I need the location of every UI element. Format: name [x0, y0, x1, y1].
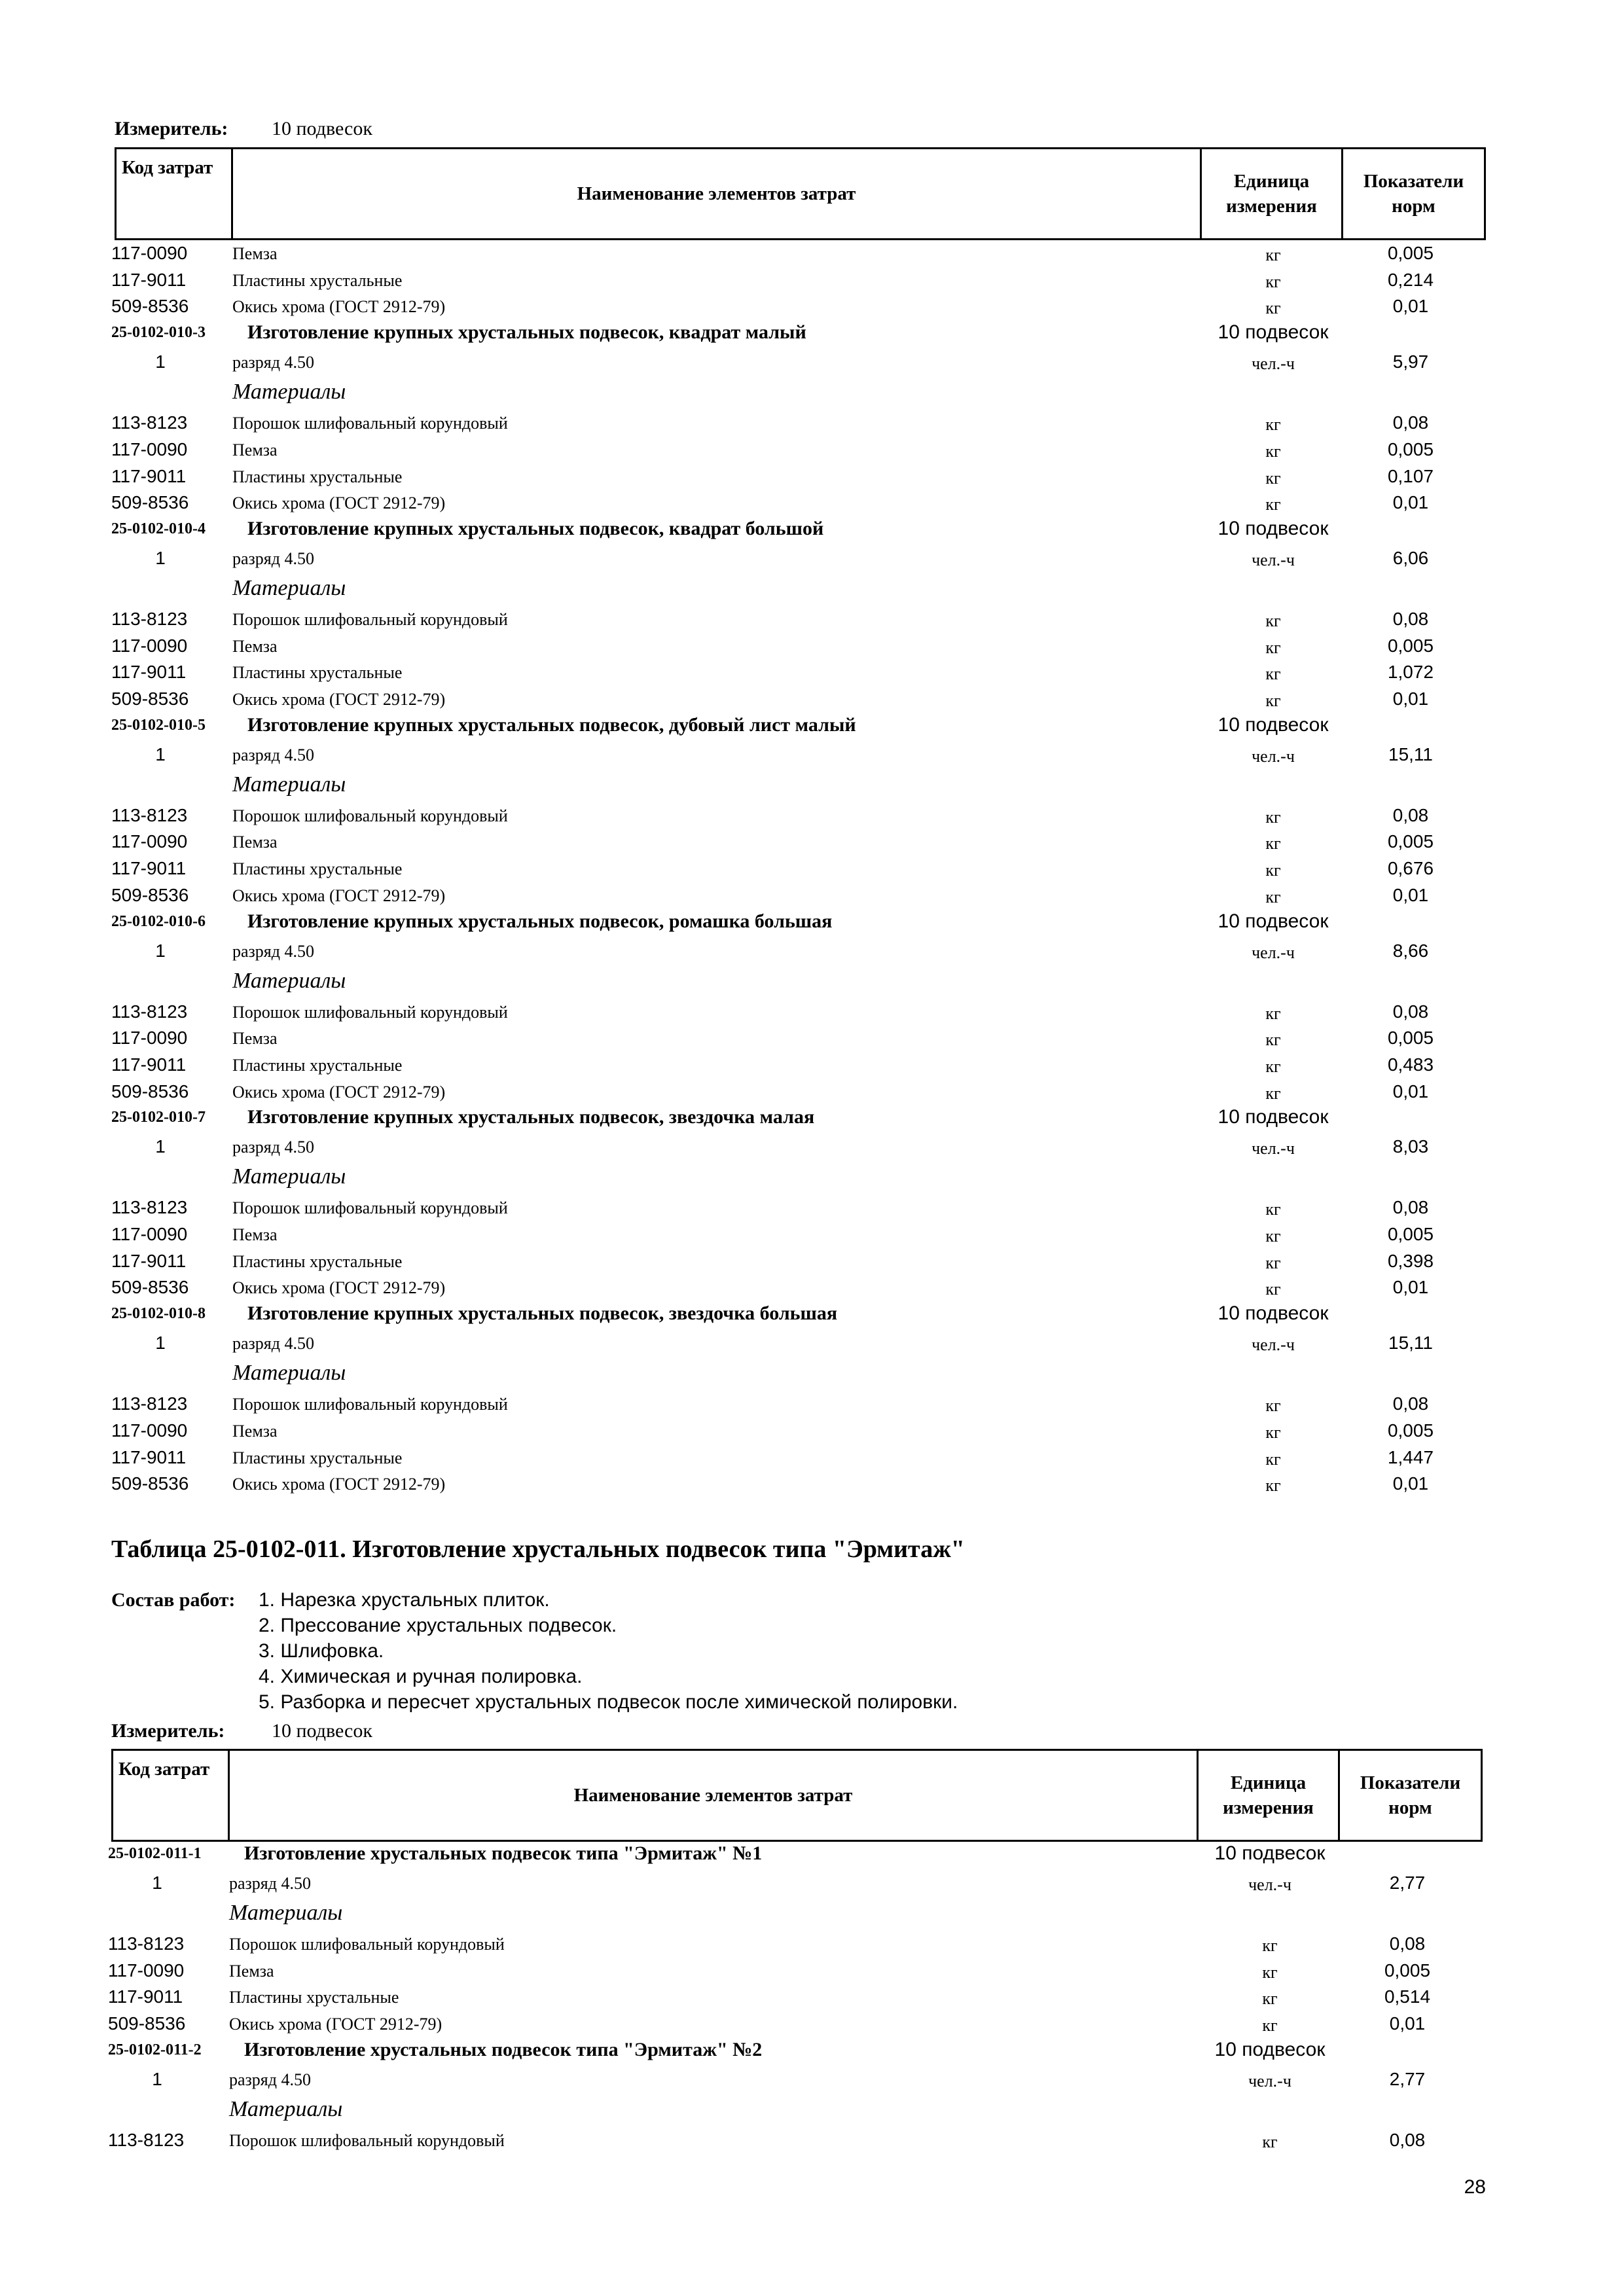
- cell-value: 0,08: [1392, 412, 1429, 433]
- cell-code: 509-8536: [108, 2013, 186, 2034]
- cell-name: Окись хрома (ГОСТ 2912-79): [229, 2015, 442, 2034]
- cell-value: 0,005: [1387, 1420, 1434, 1441]
- header-value: Показатели норм: [1360, 1772, 1461, 1818]
- cell-value: 0,01: [1389, 2013, 1426, 2034]
- cell-code: 117-9011: [111, 858, 187, 879]
- table-row: [0, 1931, 1502, 1957]
- cell-code: 509-8536: [111, 1277, 189, 1298]
- cell-value: 0,08: [1392, 1001, 1429, 1022]
- table-row: [0, 829, 1506, 855]
- cell-value: 0,483: [1387, 1054, 1434, 1075]
- table-row: [0, 633, 1506, 659]
- header-code: Код затрат: [117, 149, 233, 238]
- cell-code: 117-0090: [111, 243, 188, 263]
- cell-value: 0,08: [1392, 1393, 1429, 1414]
- cell-unit: чел.-ч: [1248, 1875, 1291, 1894]
- cell-value: 8,03: [1392, 1136, 1429, 1157]
- header-value: Показатели норм: [1363, 171, 1464, 217]
- cell-unit: чел.-ч: [1252, 746, 1295, 766]
- cell-unit: чел.-ч: [1252, 942, 1295, 962]
- cell-value: 0,005: [1387, 243, 1434, 263]
- cell-code: 1: [155, 1136, 166, 1157]
- cell-code: 1: [152, 1873, 162, 1893]
- cell-value: 15,11: [1388, 744, 1433, 764]
- cell-unit: кг: [1265, 1280, 1281, 1299]
- section-header-row: [0, 2037, 1502, 2064]
- cell-unit: кг: [1265, 611, 1281, 630]
- cell-unit: кг: [1262, 1962, 1278, 1982]
- cell-unit: 10 подвесок: [1214, 2038, 1326, 2060]
- table-header-1: [115, 147, 1486, 240]
- table-row: [0, 855, 1506, 882]
- materials-heading-row: [0, 1164, 1506, 1191]
- cell-name: Материалы: [232, 380, 346, 404]
- cell-code: 25-0102-010-7: [111, 1109, 206, 1126]
- cell-value: 0,08: [1389, 2129, 1426, 2150]
- cell-code: 113-8123: [111, 412, 188, 433]
- table-row: [0, 1418, 1506, 1444]
- cell-code: 113-8123: [108, 1933, 185, 1954]
- cell-value: 0,01: [1392, 689, 1429, 709]
- meter-label: Измеритель:: [115, 118, 228, 139]
- cell-value: 2,77: [1389, 2068, 1426, 2089]
- cell-name: Пластины хрустальные: [232, 270, 403, 290]
- cell-code: 509-8536: [111, 689, 189, 709]
- cell-unit: кг: [1265, 1253, 1281, 1272]
- header-name: Наименование элементов затрат: [233, 149, 1202, 238]
- table-row: [0, 938, 1506, 964]
- cell-value: 0,08: [1392, 1197, 1429, 1218]
- cell-name: Порошок шлифовальный корундовый: [232, 1395, 508, 1414]
- cell-code: 25-0102-010-8: [111, 1305, 206, 1323]
- cell-name: Пемза: [232, 244, 278, 263]
- table-row: [0, 802, 1506, 829]
- cell-name: Пластины хрустальные: [232, 663, 403, 683]
- cell-name: Пластины хрустальные: [232, 1448, 403, 1467]
- cell-name: разряд 4.50: [229, 1874, 311, 1893]
- cell-value: 0,107: [1387, 465, 1434, 486]
- table-row: [0, 1134, 1506, 1160]
- cell-unit: кг: [1265, 1227, 1281, 1246]
- cell-unit: кг: [1265, 1200, 1281, 1219]
- section-header-row: [0, 909, 1506, 935]
- cell-value: 0,005: [1387, 1028, 1434, 1049]
- work-item: 2. Прессование хрустальных подвесок.: [259, 1615, 617, 1636]
- table-row: [0, 1274, 1506, 1300]
- cell-unit: 10 подвесок: [1218, 713, 1329, 736]
- header-name: Наименование элементов затрат: [230, 1751, 1199, 1840]
- cell-unit: кг: [1265, 272, 1281, 291]
- table-title: Таблица 25-0102-011. Изготовление хрустальных подвесок типа "Эрмитаж": [111, 1535, 965, 1563]
- cell-name: Материалы: [232, 575, 346, 600]
- cell-unit: чел.-ч: [1252, 550, 1295, 569]
- cell-unit: кг: [1265, 495, 1281, 514]
- work-item: 5. Разборка и пересчет хрустальных подвесок после химической полировки.: [259, 1691, 958, 1713]
- cell-code: 509-8536: [111, 296, 189, 317]
- cell-code: 117-0090: [108, 1960, 185, 1981]
- cell-value: 0,01: [1392, 296, 1429, 317]
- cell-name: Окись хрома (ГОСТ 2912-79): [232, 493, 446, 513]
- materials-heading-row: [0, 1901, 1502, 1927]
- cell-value: 0,005: [1387, 439, 1434, 459]
- cell-name: Изготовление хрустальных подвесок типа "Эрмитаж" №1: [244, 1842, 763, 1864]
- cell-unit: чел.-ч: [1252, 354, 1295, 374]
- cell-unit: кг: [1265, 691, 1281, 710]
- meter-value: 10 подвесок: [272, 118, 372, 139]
- cell-code: 117-9011: [108, 1986, 183, 2007]
- cell-name: Материалы: [229, 1901, 343, 1925]
- section-header-row: [0, 1105, 1506, 1131]
- cell-code: 509-8536: [111, 1473, 189, 1494]
- table-row: [0, 1471, 1506, 1497]
- materials-heading-row: [0, 969, 1506, 995]
- cell-code: 1: [155, 547, 166, 568]
- cell-code: 113-8123: [111, 1393, 188, 1414]
- table-row: [0, 2066, 1502, 2092]
- header-unit: Единица измерения: [1202, 149, 1343, 238]
- cell-name: Изготовление крупных хрустальных подвесок, звездочка большая: [247, 1302, 838, 1325]
- table-row: [0, 490, 1506, 516]
- section-header-row: [0, 713, 1506, 739]
- cell-unit: чел.-ч: [1252, 1139, 1295, 1158]
- cell-code: 25-0102-011-2: [108, 2041, 202, 2058]
- cell-unit: кг: [1265, 664, 1281, 684]
- header-code: Код затрат: [113, 1751, 230, 1840]
- cell-name: Пемза: [232, 636, 278, 656]
- cell-code: 117-0090: [111, 1028, 188, 1049]
- cell-value: 0,01: [1392, 1473, 1429, 1494]
- meter-value: 10 подвесок: [272, 1720, 372, 1742]
- cell-unit: кг: [1265, 1083, 1281, 1103]
- cell-value: 8,66: [1392, 940, 1429, 961]
- cell-value: 0,01: [1392, 884, 1429, 905]
- cell-value: 1,072: [1387, 662, 1434, 683]
- cell-unit: 10 подвесок: [1218, 321, 1329, 344]
- cell-name: разряд 4.50: [232, 1334, 314, 1354]
- cell-value: 0,08: [1389, 1933, 1426, 1954]
- table-row: [0, 1221, 1506, 1247]
- cell-value: 0,005: [1387, 831, 1434, 852]
- cell-name: разряд 4.50: [232, 1138, 314, 1157]
- table-row: [0, 2011, 1502, 2037]
- table-row: [0, 2127, 1502, 2153]
- cell-name: Порошок шлифовальный корундовый: [232, 1002, 508, 1022]
- cell-name: Материалы: [232, 1361, 346, 1386]
- section-header-row: [0, 1841, 1502, 1867]
- cell-value: 1,447: [1387, 1446, 1434, 1467]
- cell-name: Изготовление хрустальных подвесок типа "Эрмитаж" №2: [244, 2038, 763, 2060]
- cell-unit: 10 подвесок: [1218, 1106, 1329, 1128]
- table-row: [0, 240, 1506, 266]
- cell-code: 1: [152, 2068, 162, 2089]
- table-row: [0, 1025, 1506, 1051]
- cell-name: разряд 4.50: [232, 548, 314, 568]
- cell-unit: кг: [1265, 834, 1281, 853]
- cell-name: Пластины хрустальные: [232, 859, 403, 879]
- cell-name: Материалы: [232, 772, 346, 797]
- meter-line-1: [115, 118, 372, 140]
- cell-name: разряд 4.50: [232, 745, 314, 764]
- cell-value: 0,005: [1387, 1224, 1434, 1244]
- table-row: [0, 606, 1506, 632]
- work-item: 1. Нарезка хрустальных плиток.: [259, 1589, 550, 1611]
- cell-unit: кг: [1262, 2132, 1278, 2151]
- cell-code: 25-0102-010-4: [111, 520, 206, 537]
- cell-code: 113-8123: [108, 2129, 185, 2150]
- cell-unit: кг: [1265, 861, 1281, 880]
- cell-name: разряд 4.50: [232, 941, 314, 961]
- cell-unit: кг: [1265, 298, 1281, 318]
- cell-code: 113-8123: [111, 804, 188, 825]
- cell-value: 0,214: [1387, 269, 1434, 290]
- cell-name: Материалы: [232, 968, 346, 993]
- cell-name: Порошок шлифовальный корундовый: [229, 1935, 505, 1954]
- table-row: [0, 437, 1506, 463]
- cell-value: 0,08: [1392, 608, 1429, 629]
- table-row: [0, 1052, 1506, 1078]
- materials-heading-row: [0, 1361, 1506, 1387]
- table-row: [0, 1330, 1506, 1356]
- cell-value: 0,005: [1387, 635, 1434, 656]
- cell-value: 0,08: [1392, 804, 1429, 825]
- table-row: [0, 1079, 1506, 1105]
- cell-name: Пемза: [232, 1421, 278, 1441]
- cell-code: 113-8123: [111, 608, 188, 629]
- cell-name: Пемза: [229, 1961, 274, 1981]
- cell-name: Порошок шлифовальный корундовый: [229, 2130, 505, 2150]
- cell-name: Порошок шлифовальный корундовый: [232, 1198, 508, 1218]
- cell-code: 117-0090: [111, 1420, 188, 1441]
- cell-code: 117-0090: [111, 439, 188, 459]
- cell-unit: кг: [1265, 887, 1281, 906]
- cell-unit: кг: [1265, 807, 1281, 827]
- cell-code: 509-8536: [111, 1081, 189, 1102]
- cell-code: 509-8536: [111, 492, 189, 513]
- cell-value: 0,005: [1384, 1960, 1431, 1981]
- materials-heading-row: [0, 772, 1506, 798]
- section-header-row: [0, 320, 1506, 346]
- section-header-row: [0, 516, 1506, 543]
- cell-unit: 10 подвесок: [1218, 517, 1329, 539]
- cell-unit: кг: [1265, 1030, 1281, 1050]
- section-header-row: [0, 1301, 1506, 1327]
- cell-name: Пластины хрустальные: [232, 1055, 403, 1075]
- work-composition-label: Состав работ:: [111, 1589, 236, 1611]
- cell-code: 117-0090: [111, 635, 188, 656]
- cell-code: 117-9011: [111, 1250, 187, 1271]
- cell-code: 25-0102-010-5: [111, 716, 206, 734]
- cell-code: 1: [155, 744, 166, 764]
- cell-code: 117-9011: [111, 1446, 187, 1467]
- cell-code: 117-0090: [111, 831, 188, 852]
- cell-code: 113-8123: [111, 1001, 188, 1022]
- cell-unit: 10 подвесок: [1218, 910, 1329, 932]
- cell-unit: кг: [1265, 245, 1281, 264]
- cell-value: 0,676: [1387, 858, 1434, 879]
- table-row: [0, 882, 1506, 908]
- cell-unit: кг: [1262, 2016, 1278, 2036]
- materials-heading-row: [0, 576, 1506, 602]
- cell-value: 0,01: [1392, 1081, 1429, 1102]
- cell-unit: кг: [1265, 441, 1281, 461]
- cell-name: Пластины хрустальные: [232, 1251, 403, 1271]
- table-row: [0, 267, 1506, 293]
- cell-name: Изготовление крупных хрустальных подвесок, квадрат малый: [247, 321, 806, 344]
- table-row: [0, 349, 1506, 375]
- cell-name: Окись хрома (ГОСТ 2912-79): [232, 690, 446, 709]
- cell-code: 25-0102-010-6: [111, 912, 206, 930]
- cell-unit: кг: [1262, 1936, 1278, 1955]
- table-row: [0, 1870, 1502, 1896]
- table-row: [0, 659, 1506, 685]
- meter-line-2: [111, 1720, 372, 1742]
- cell-name: Пемза: [232, 833, 278, 852]
- cell-unit: кг: [1265, 1056, 1281, 1076]
- cell-unit: кг: [1265, 1476, 1281, 1496]
- work-item: 3. Шлифовка.: [259, 1640, 384, 1662]
- cell-name: Окись хрома (ГОСТ 2912-79): [232, 297, 446, 317]
- cell-value: 0,398: [1387, 1250, 1434, 1271]
- cell-unit: 10 подвесок: [1214, 1842, 1326, 1864]
- cell-unit: кг: [1265, 1422, 1281, 1442]
- cell-code: 113-8123: [111, 1197, 188, 1218]
- cell-code: 117-9011: [111, 269, 187, 290]
- table-row: [0, 1194, 1506, 1221]
- meter-label: Измеритель:: [111, 1720, 225, 1742]
- cell-code: 117-9011: [111, 465, 187, 486]
- cell-name: Изготовление крупных хрустальных подвесок, ромашка большая: [247, 910, 833, 932]
- table-row: [0, 1248, 1506, 1274]
- cell-unit: кг: [1265, 1449, 1281, 1469]
- cell-name: разряд 4.50: [232, 353, 314, 372]
- cell-unit: кг: [1265, 1396, 1281, 1416]
- cell-unit: кг: [1262, 1989, 1278, 2009]
- table-row: [0, 1444, 1506, 1471]
- cell-name: Пемза: [232, 1225, 278, 1244]
- cell-value: 0,01: [1392, 1277, 1429, 1298]
- table-row: [0, 999, 1506, 1025]
- cell-name: Порошок шлифовальный корундовый: [232, 806, 508, 825]
- table-row: [0, 1958, 1502, 1984]
- cell-value: 5,97: [1392, 351, 1429, 372]
- cell-name: Материалы: [229, 2096, 343, 2121]
- cell-value: 6,06: [1392, 547, 1429, 568]
- header-unit: Единица измерения: [1199, 1751, 1340, 1840]
- cell-value: 2,77: [1389, 1873, 1426, 1893]
- table-row: [0, 1391, 1506, 1417]
- cell-code: 509-8536: [111, 884, 189, 905]
- cell-name: Окись хрома (ГОСТ 2912-79): [232, 886, 446, 905]
- cell-name: Окись хрома (ГОСТ 2912-79): [232, 1082, 446, 1102]
- cell-unit: кг: [1265, 637, 1281, 657]
- cell-code: 25-0102-011-1: [108, 1845, 202, 1862]
- cell-unit: чел.-ч: [1248, 2071, 1291, 2090]
- page-number: 28: [1464, 2176, 1486, 2198]
- cell-name: разряд 4.50: [229, 2070, 311, 2089]
- materials-heading-row: [0, 2097, 1502, 2123]
- cell-unit: кг: [1265, 1003, 1281, 1023]
- table-row: [0, 463, 1506, 490]
- table-header-2: [111, 1749, 1483, 1842]
- cell-name: Пластины хрустальные: [232, 467, 403, 486]
- cell-value: 15,11: [1388, 1333, 1433, 1354]
- cell-name: Порошок шлифовальный корундовый: [232, 609, 508, 629]
- work-item: 4. Химическая и ручная полировка.: [259, 1666, 583, 1687]
- table-row: [0, 410, 1506, 436]
- cell-unit: чел.-ч: [1252, 1335, 1295, 1355]
- cell-name: Изготовление крупных хрустальных подвесок, квадрат большой: [247, 517, 824, 539]
- cell-name: Окись хрома (ГОСТ 2912-79): [232, 1475, 446, 1494]
- table-row: [0, 742, 1506, 768]
- cell-code: 1: [155, 940, 166, 961]
- cell-code: 1: [155, 351, 166, 372]
- table-row: [0, 686, 1506, 712]
- cell-name: Изготовление крупных хрустальных подвесок, звездочка малая: [247, 1106, 815, 1128]
- cell-name: Пластины хрустальные: [229, 1988, 399, 2007]
- cell-value: 0,514: [1384, 1986, 1431, 2007]
- cell-name: Изготовление крупных хрустальных подвесок, дубовый лист малый: [247, 713, 856, 736]
- cell-unit: кг: [1265, 415, 1281, 435]
- cell-name: Пемза: [232, 440, 278, 459]
- table-row: [0, 545, 1506, 571]
- cell-value: 0,01: [1392, 492, 1429, 513]
- cell-code: 25-0102-010-3: [111, 324, 206, 342]
- cell-name: Пемза: [232, 1029, 278, 1049]
- cell-unit: кг: [1265, 468, 1281, 488]
- table-row: [0, 1984, 1502, 2010]
- cell-name: Порошок шлифовальный корундовый: [232, 414, 508, 433]
- cell-name: Материалы: [232, 1164, 346, 1189]
- cell-name: Окись хрома (ГОСТ 2912-79): [232, 1278, 446, 1298]
- table-row: [0, 293, 1506, 319]
- cell-code: 1: [155, 1333, 166, 1354]
- cell-code: 117-0090: [111, 1224, 188, 1244]
- cell-code: 117-9011: [111, 1054, 187, 1075]
- materials-heading-row: [0, 380, 1506, 406]
- cell-unit: 10 подвесок: [1218, 1302, 1329, 1325]
- cell-code: 117-9011: [111, 662, 187, 683]
